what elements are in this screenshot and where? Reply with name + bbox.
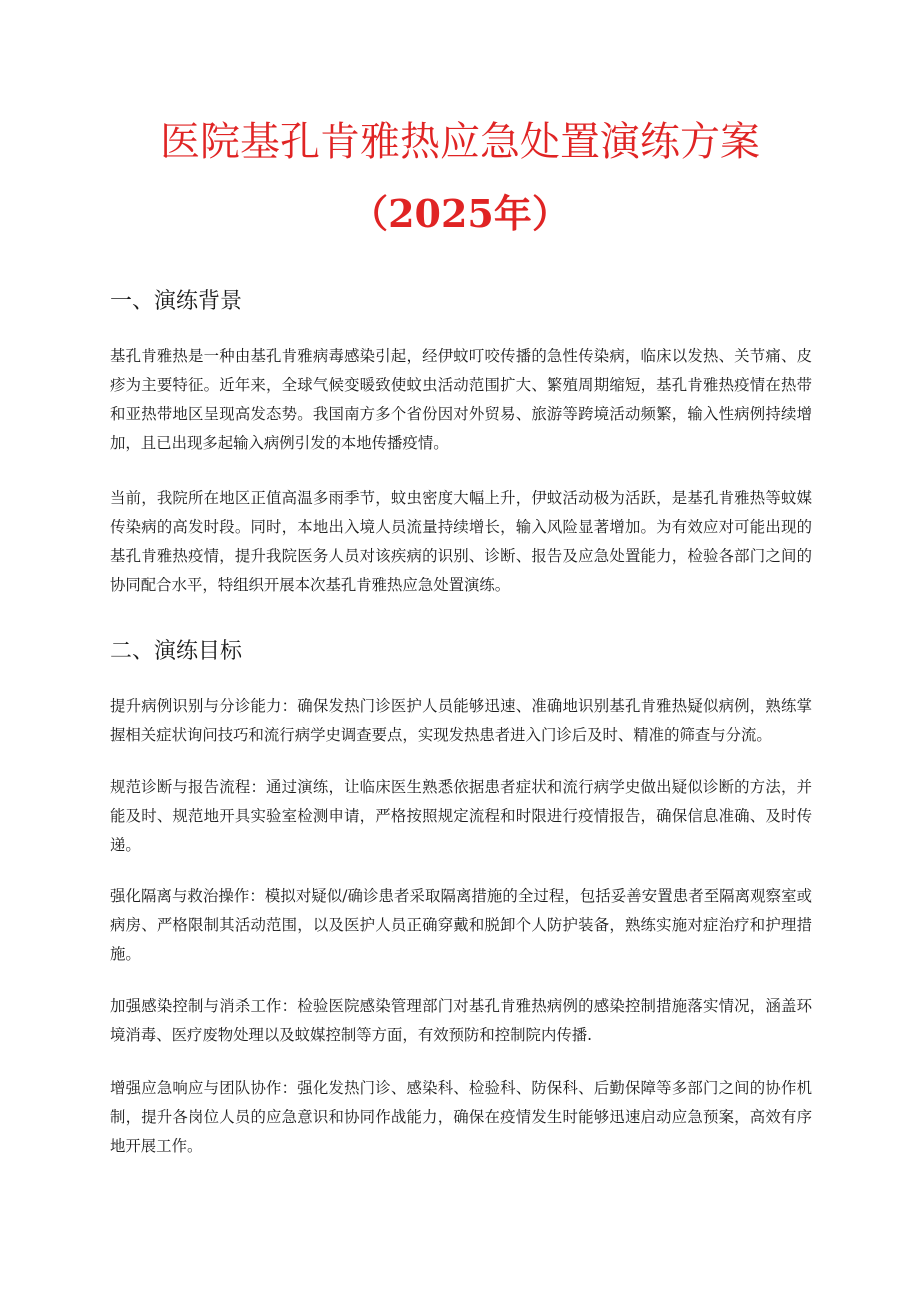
paragraph: 规范诊断与报告流程：通过演练，让临床医生熟悉依据患者症状和流行病学史做出疑似诊断的方法，并能及时、规范地开具实验室检测申请，严格按照规定流程和时限进行疫情报告，确保信息准确、及时传递。: [110, 778, 812, 854]
paragraph: 增强应急响应与团队协作：强化发热门诊、感染科、检验科、防保科、后勤保障等多部门之间的协作机制，提升各岗位人员的应急意识和协同作战能力，确保在疫情发生时能够迅速启动应急预案，高效有序地开展工作。: [110, 1079, 812, 1155]
paragraph: 提升病例识别与分诊能力：确保发热门诊医护人员能够迅速、准确地识别基孔肯雅热疑似病例，熟练掌握相关症状询问技巧和流行病学史调查要点，实现发热患者进入门诊后及时、精准的筛查与分流。: [110, 697, 812, 744]
section-heading-background: 一、演练背景: [110, 289, 243, 314]
document-subtitle: （2025年）: [350, 191, 570, 236]
paragraph: 当前，我院所在地区正值高温多雨季节，蚊虫密度大幅上升，伊蚊活动极为活跃，是基孔肯雅热等蚊媒传染病的高发时段。同时，本地出入境人员流量持续增长，输入风险显著增加。为有效应对可能出现的基孔肯雅热疫情，提升我院医务人员对该疾病的识别、诊断、报告及应急处置能力，检验各部门之间的协同配合水平，特组织开展本次基孔肯雅热应急处置演练。: [110, 489, 812, 594]
document-title: 医院基孔肯雅热应急处置演练方案: [160, 119, 760, 165]
paragraph: 强化隔离与救治操作：模拟对疑似/确诊患者采取隔离措施的全过程，包括妥善安置患者至隔离观察室或病房、严格限制其活动范围，以及医护人员正确穿戴和脱卸个人防护装备，熟练实施对症治疗和护理措施。: [110, 887, 812, 963]
paragraph: 加强感染控制与消杀工作：检验医院感染管理部门对基孔肯雅热病例的感染控制措施落实情况，涵盖环境消毒、医疗废物处理以及蚊媒控制等方面，有效预防和控制院内传播.: [110, 997, 812, 1044]
paragraph: 基孔肯雅热是一种由基孔肯雅病毒感染引起，经伊蚊叮咬传播的急性传染病，临床以发热、关节痛、皮疹为主要特征。近年来，全球气候变暖致使蚊虫活动范围扩大、繁殖周期缩短，基孔肯雅热疫情在热带和亚热带地区呈现高发态势。我国南方多个省份因对外贸易、旅游等跨境活动频繁，输入性病例持续增加，且已出现多起输入病例引发的本地传播疫情。: [110, 347, 812, 452]
section-heading-objectives: 二、演练目标: [110, 639, 243, 664]
